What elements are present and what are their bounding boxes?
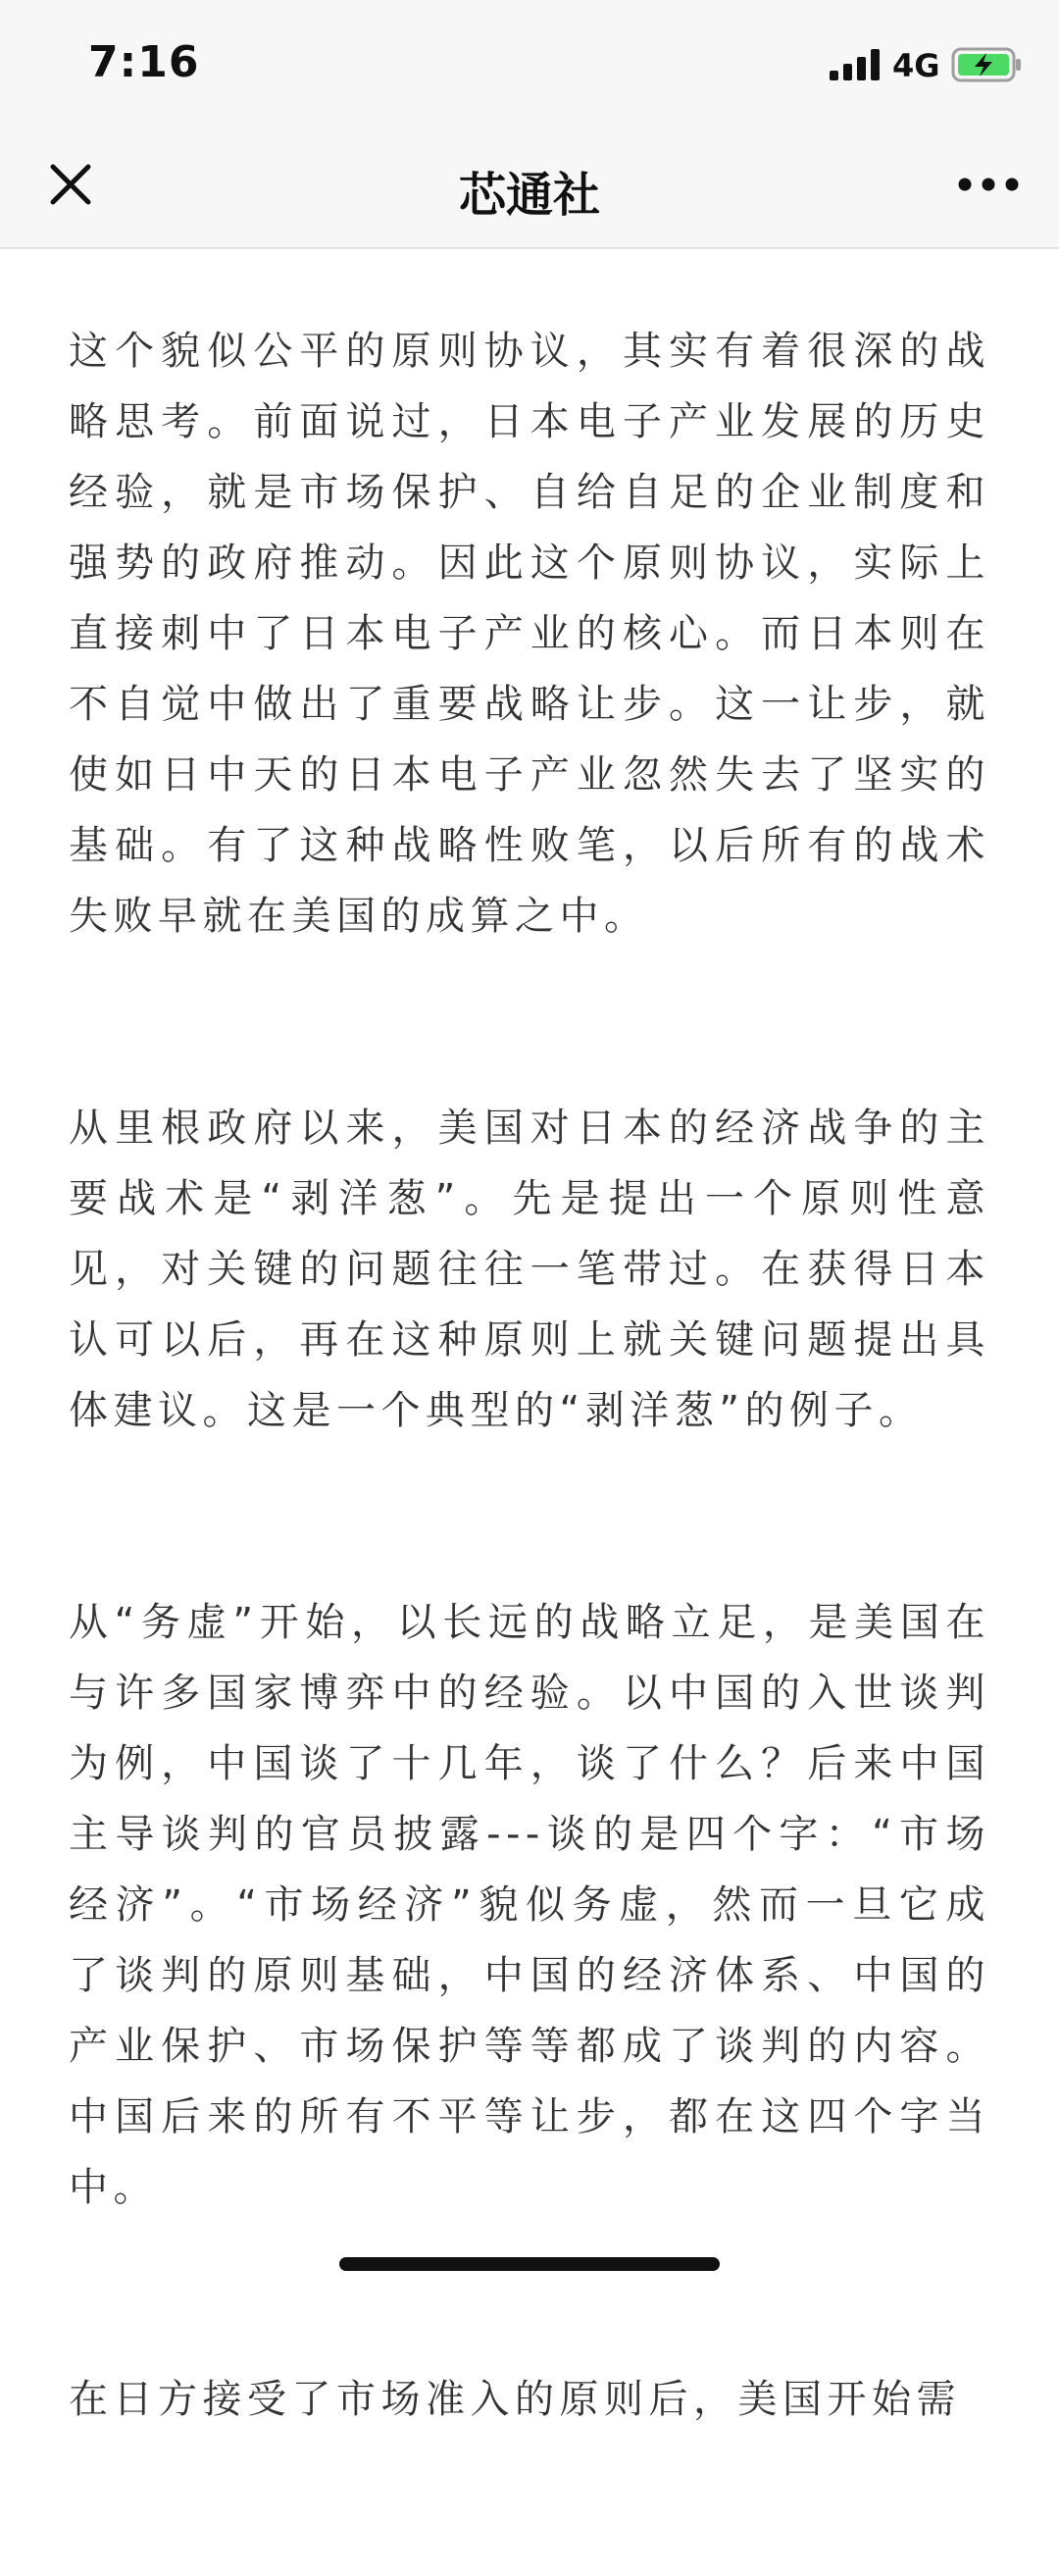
signal-icon — [830, 49, 881, 80]
article-paragraph: 这个貌似公平的原则协议，其实有着很深的战略思考。前面说过，日本电子产业发展的历史经验，就是市场保护、自给自足的企业制度和强势的政府推动。因此这个原则协议，实际上直接刺中了日本电子产业的核心。而日本则在不自觉中做出了重要战略让步。这一让步，就使如日中天的日本电子产业忽然失去了坚实的基础。有了这种战略性败笔，以后所有的战术失败早就在美国的成算之中。 — [69, 329, 990, 939]
status-time: 7:16 — [88, 37, 200, 87]
status-bar — [0, 0, 1059, 126]
article-paragraph: 从里根政府以来，美国对日本的经济战争的主要战术是“剥洋葱”。先是提出一个原则性意见，对关键的问题往往一笔带过。在获得日本认可以后，再在这种原则上就关键问题提出具体建议。这是一个典型的“剥洋葱”的例子。 — [69, 1106, 990, 1433]
article-paragraph: 从“务虚”开始，以长远的战略立足，是美国在与许多国家博弈中的经验。以中国的入世谈判为例，中国谈了十几年，谈了什么？后来中国主导谈判的官员披露---谈的是四个字：“市场经济”。“市场经济”貌似务虚，然而一旦它成了谈判的原则基础，中国的经济体系、中国的产业保护、市场保护等等都成了谈判的内容。中国后来的所有不平等让步，都在这四个字当中。 — [69, 1600, 990, 2210]
article-paragraph: 在日方接受了市场准入的原则后，美国开始需 — [69, 2377, 961, 2422]
more-button[interactable] — [949, 153, 1028, 216]
battery-charging-icon — [951, 47, 1022, 82]
nav-bar — [0, 126, 1059, 249]
close-button[interactable] — [39, 153, 102, 216]
home-indicator[interactable] — [339, 2257, 720, 2271]
page-title: 芯通社 — [458, 168, 600, 223]
more-icon — [958, 178, 1019, 191]
article-body — [69, 316, 990, 2576]
close-icon — [49, 163, 92, 206]
network-type: 4G — [892, 47, 940, 84]
